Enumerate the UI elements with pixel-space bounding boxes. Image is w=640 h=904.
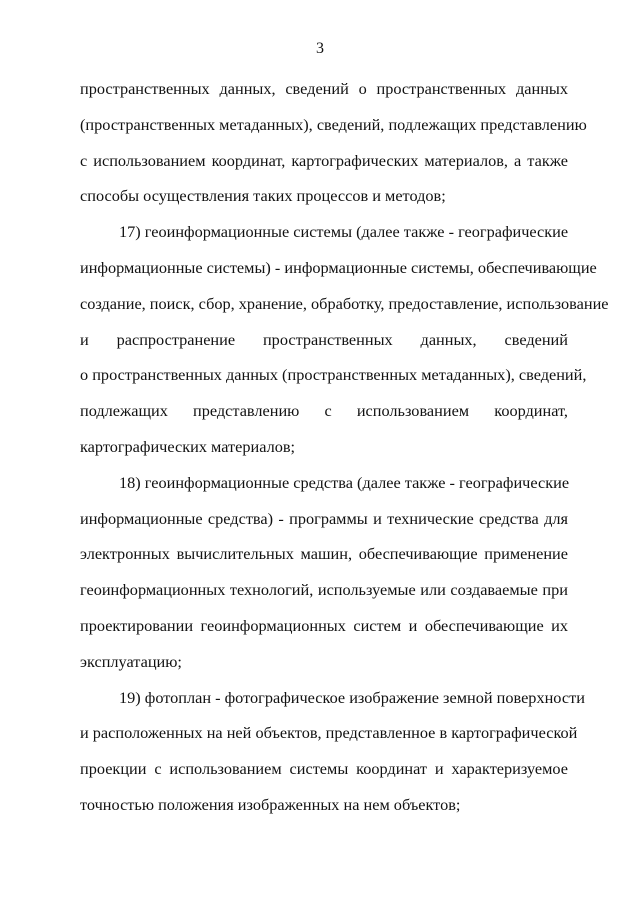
text-line: геоинформационных технологий, используемые или создаваемые при [80, 580, 568, 600]
text-line: эксплуатацию; [80, 651, 182, 671]
text-line: 18) геоинформационные средства (далее также - географические [119, 472, 570, 492]
text-line: и распространение пространственных данных, сведений [80, 329, 568, 349]
text-line: подлежащих представлению с использованием координат, [80, 401, 568, 421]
text-line: точностью положения изображенных на нем объектов; [80, 794, 461, 814]
text-line: пространственных данных, сведений о пространственных данных [80, 79, 568, 98]
text-line: создание, поиск, сбор, хранение, обработку, предоставление, использование [80, 293, 609, 313]
text-line: электронных вычислительных машин, обеспечивающие применение [80, 544, 568, 564]
document-body [80, 79, 609, 831]
text-line: картографических материалов; [80, 436, 296, 456]
text-line: о пространственных данных (пространственных метаданных), сведений, [80, 365, 587, 385]
text-line: проектировании геоинформационных систем и обеспечивающие их [80, 615, 568, 635]
text-line: проекции с использованием системы координат и характеризуемое [80, 759, 568, 779]
text-line: и расположенных на ней объектов, представленное в картографической [80, 723, 578, 743]
text-line: (пространственных метаданных), сведений, подлежащих представлению [80, 114, 587, 134]
text-line: способы осуществления таких процессов и методов; [80, 186, 446, 206]
page-number: 3 [316, 40, 324, 57]
text-line: 17) геоинформационные системы (далее также - географические [119, 222, 569, 242]
text-line: 19) фотоплан - фотографическое изображение земной поверхности [119, 687, 585, 707]
text-line: информационные системы) - информационные системы, обеспечивающие [80, 257, 597, 277]
text-line: информационные средства) - программы и технические средства для [80, 508, 568, 528]
text-line: с использованием координат, картографических материалов, а также [80, 150, 568, 170]
